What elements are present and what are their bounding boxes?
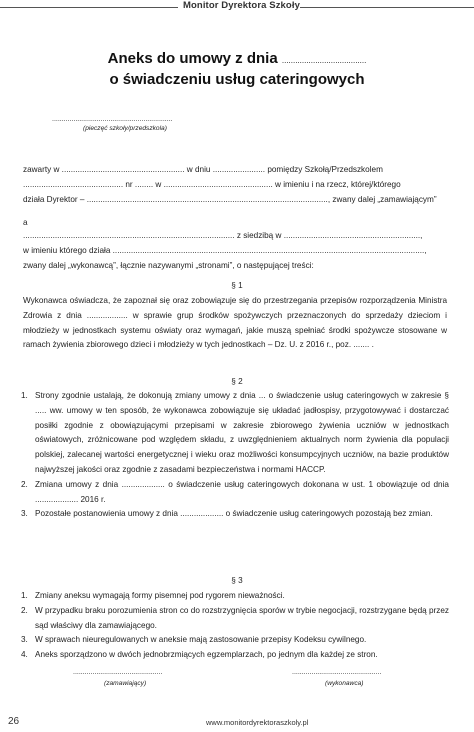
- title-date-placeholder: ......................................: [281, 56, 367, 65]
- document-title-line1: [0, 50, 474, 67]
- running-header-title: Monitor Dyrektora Szkoły: [183, 0, 300, 11]
- signature-left-dots: ..............................................: [73, 669, 163, 676]
- list-item: [21, 604, 449, 634]
- section-1-heading: § 1: [231, 281, 243, 290]
- list-item-number: 1.: [21, 591, 28, 600]
- list-item: [21, 389, 449, 478]
- preamble-line-5: ............................................................................................. z siedzibą w ............................................................,: [23, 231, 423, 240]
- list-item: [21, 478, 449, 508]
- preamble-line-2: ............................................ nr ........ w ................................................ w imieniu i na rzecz, której/którego: [23, 180, 401, 189]
- stamp-dots: ..............................................................: [52, 116, 173, 123]
- list-item-text: W przypadku braku porozumienia stron co do rozstrzygnięcia sporów w trybie negocjacji, rozstrzygane będą przez sąd właściwy dla zamawiającego.: [35, 605, 449, 630]
- section-1-text: Wykonawca oświadcza, że zapoznał się oraz zobowiązuje się do przestrzegania przepisów rozporządzenia Ministra Zdrowia z dnia .................. w sprawie grup środków spożywczych przeznaczonych do sprzedaży dzieciom i młodzieży w jednostkach systemu oświaty oraz wymagań, jakie muszą spełniać środki spożywcze stosowane w ramach żywienia zbiorowego dzieci i młodzieży w tych jednostkach – Dz. U. z 2016 r., poz. ....... .: [23, 296, 447, 350]
- document-title-line2: o świadczeniu usług cateringowych: [109, 71, 365, 88]
- header-rule-left: [0, 7, 178, 8]
- section-2-list: [21, 389, 449, 522]
- list-item: [21, 648, 449, 663]
- header-rule-right: [300, 7, 474, 8]
- preamble-line-7: zwany dalej „wykonawcą”, łącznie nazywanymi „stronami”, o następującej treści:: [23, 261, 314, 270]
- list-item: [21, 633, 449, 648]
- list-item-number: 1.: [21, 391, 28, 400]
- section-3-heading: § 3: [231, 576, 243, 585]
- preamble-line-6: w imieniu którego działa .........................................................................................................................................,: [23, 246, 427, 255]
- title-text: Aneks do umowy z dnia: [107, 50, 278, 67]
- signature-right-caption: (wykonawca): [325, 680, 364, 687]
- list-item-number: 3.: [21, 635, 28, 645]
- section-2-heading: § 2: [231, 377, 243, 386]
- preamble-line-4: a: [23, 218, 28, 227]
- list-item-text: Aneks sporządzono w dwóch jednobrzmiących egzemplarzach, po jednym dla każdej ze stron.: [35, 650, 378, 660]
- list-item: [21, 507, 449, 522]
- footer-url[interactable]: www.monitordyrektoraszkoly.pl: [206, 718, 309, 727]
- page-number: 26: [8, 716, 20, 727]
- signature-right-dots: ..............................................: [292, 669, 382, 676]
- signature-left-caption: (zamawiający): [104, 680, 147, 687]
- list-item-number: 3.: [21, 509, 28, 519]
- list-item-number: 2.: [21, 479, 28, 489]
- list-item-text: Pozostałe postanowienia umowy z dnia ................... o świadczenie usług cateringowych pozostają bez zmian.: [35, 509, 433, 519]
- section-3-list: [21, 589, 449, 663]
- list-item-number: 4.: [21, 650, 28, 660]
- list-item: [21, 589, 449, 604]
- list-item-text: W sprawach nieuregulowanych w aneksie mają zastosowanie przepisy Kodeksu cywilnego.: [35, 635, 367, 645]
- preamble-line-1: zawarty w ...................................................... w dniu ....................... pomiędzy Szkołą/Przedszkolem: [23, 165, 383, 174]
- preamble-line-3: działa Dyrektor – .........................................................................................................., zwany dalej „zamawiającym”: [23, 195, 437, 204]
- stamp-caption: (pieczęć szkoły/przedszkola): [83, 125, 167, 132]
- list-item-number: 2.: [21, 605, 28, 615]
- list-item-text: Zmiana umowy z dnia ................... o świadczenie usług cateringowych dokonana w ust. 1 obowiązuje od dnia ................... 2016 r.: [35, 479, 449, 504]
- list-item-text: Zmiany aneksu wymagają formy pisemnej pod rygorem nieważności.: [35, 591, 285, 600]
- list-item-text: Strony zgodnie ustalają, że dokonują zmiany umowy z dnia ... o świadczenie usług cateringowych w zakresie § ..... ww. umowy w ten sposób, że wykonawca zobowiązuje się układać jadłospisy, przygotowywać i dostarczać posiłki zgodnie z obowiązującymi przepisami w zakresie zbiorowego żywienia uczniów w jednostkach oświatowych, zróżnicowane pod względem składu, z uwzględnieniem aktualnych norm żywienia dla populacji polskiej, zalecanej wartości energetycznej i wieku oraz możliwości konsumpcyjnych uczniów, na bazie produktów najwyższej jakości oraz zgodnie z zasadami bezpieczeństwa i normami HACCP.: [35, 391, 449, 474]
